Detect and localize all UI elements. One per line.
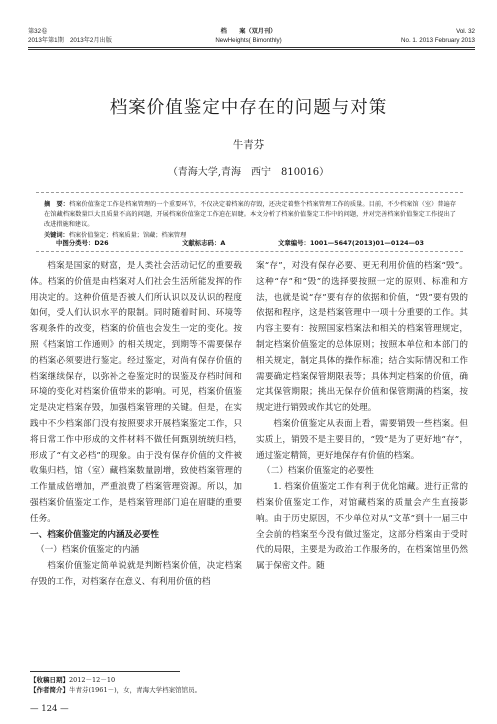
subsection-heading-2: （二）档案价值鉴定的必要性 — [262, 466, 374, 477]
page-number: — 124 — — [30, 704, 69, 714]
article-number: 文章编号：1001—5647(2013)01—0124—03 — [278, 239, 424, 247]
author-bio-label: 【作者简介】 — [30, 686, 69, 694]
header-rule — [28, 47, 475, 48]
issue-label: 2013年第1期 2013年2月出版 — [28, 37, 112, 44]
author-affiliation: （青海大学,青海 西宁 810016） — [167, 167, 330, 178]
paragraph-definition: 档案价值鉴定简单说就是判断档案价值，决定档案存毁的工作，对档案存在意义、有利用价值的档 — [30, 561, 242, 587]
issue-label-en: No. 1. 2013 February 2013 — [401, 37, 475, 44]
paragraph-necessity: 1. 档案价值鉴定工作有利于优化馆藏。进行正常的档案价值鉴定工作，对馆藏档案的质量会产生直接影响。由于历史原因，不少单位对从“文革”到十一届三中全会前的档案至今没有做过鉴定，这部分档案由于受时代的局限，主要是为政治工作服务的，在档案馆里仍然属于保密文件。随 — [256, 482, 468, 572]
received-label: 【收稿日期】 — [30, 676, 69, 684]
abstract-bottom-rule — [36, 251, 463, 252]
section-heading-1: 一、档案价值鉴定的内涵及必要性 — [30, 529, 159, 540]
journal-name: 档 案（双月刊） — [220, 28, 277, 35]
intro-paragraph: 档案是国家的财富，是人类社会活动记忆的重要载体。档案的价值是由档案对人们社会生活所能发挥的作用决定的。这种价值是否被人们所认识以及认识的程度如何，受人们认识水平的限制。同时随着时间、环境等客观条件的改变，档案的价值也会发生一定的变化。按照《档案馆工作通则》的相关规定，到期等不需要保存的档案必须要进行鉴定。经过鉴定，对尚有保存价值的档案继续保存，以弥补之卷鉴定时的误鉴及存档时间和环境的变化对档案价值带来的影响。可见，档案价值鉴定是决定档案存毁，加强档案管理的关键。但是，在实践中不少档案部门没有按照要求开展档案鉴定工作，只将日常工作中形成的文件材料不做任何甄别统统归档，形成了“有文必档”的现象。由于没有保存价值的文件被收集归档，馆（室）藏档案数量剧增，致使档案管理的工作量成倍增加，严重浪费了档案管理资源。所以，加强档案价值鉴定工作，是档案管理部门追在眉睫的重要任务。 — [30, 261, 242, 524]
received-date: 2012－12－10 — [69, 676, 116, 684]
body-right-column — [256, 259, 468, 575]
body-left-column — [30, 259, 242, 591]
subsection-heading-1: （一）档案价值鉴定的内涵 — [36, 545, 140, 556]
abstract-top-rule — [36, 192, 463, 193]
footnote-author — [30, 685, 430, 695]
abstract-label: 摘 要： — [44, 201, 69, 208]
volume-label-en: Vol. 32 — [456, 28, 475, 35]
abstract-block — [44, 200, 456, 241]
footnote-rule — [30, 671, 180, 672]
volume-label: 第32卷 — [28, 28, 48, 35]
clc-number: 中图分类号：D26 — [56, 239, 109, 247]
paragraph-purpose: 档案价值鉴定从表面上看，需要销毁一些档案。但实质上，销毁不是主要目的，“毁”是为了更好地“存”，通过鉴定精简，更好地保存有价值的档案。 — [256, 418, 468, 461]
author-bio: 牛青芬(1961－)，女，青海大学档案馆馆员。 — [69, 686, 202, 694]
journal-name-en: NewHeights( Bimonthly) — [215, 37, 282, 44]
header-rule-2 — [28, 49, 475, 50]
document-code: 文献标志码：A — [182, 239, 226, 247]
keywords-label: 关键词： — [44, 231, 69, 239]
footnote-received — [30, 675, 330, 685]
abstract-text: 档案价值鉴定工作是档案管理的一个重要环节，不仅决定着档案的存毁，还决定着整个档案管理工作的质量。目前，不少档案馆（室）普遍存在馆藏档案数量巨大且质量不高的问题，开展档案价值鉴定工作迫在眉睫。本文分析了档案价值鉴定工作中的问题，并对完善档案价值鉴定工作提出了改进措施和建议。 — [44, 201, 457, 229]
author-name: 牛青芬 — [232, 139, 265, 151]
paragraph-continued: 案“存”，对没有保存必要、更无利用价值的档案“毁”。这种“存”和“毁”的选择要按照一定的原则、标准和方法，也就是说“存”要有存的依据和价值，“毁”要有毁的依据和程序，这是档案管理中一项十分重要的工作。其内容主要有：按照国家档案法和相关的档案管理规定，制定档案价值鉴定的总体原则；按照本单位和本部门的相关规定，制定具体的操作标准；结合实际情况和工作需要确定档案保管期限表等；具体判定档案的价值，确定其保管期限；挑出无保存价值和保管期满的档案，按规定进行销毁或作其它的处理。 — [256, 261, 468, 414]
article-title: 档案价值鉴定中存在的问题与对策 — [109, 98, 388, 118]
keywords-text: 档案价值鉴定；档案质量；馆藏；档案管理 — [68, 231, 187, 239]
